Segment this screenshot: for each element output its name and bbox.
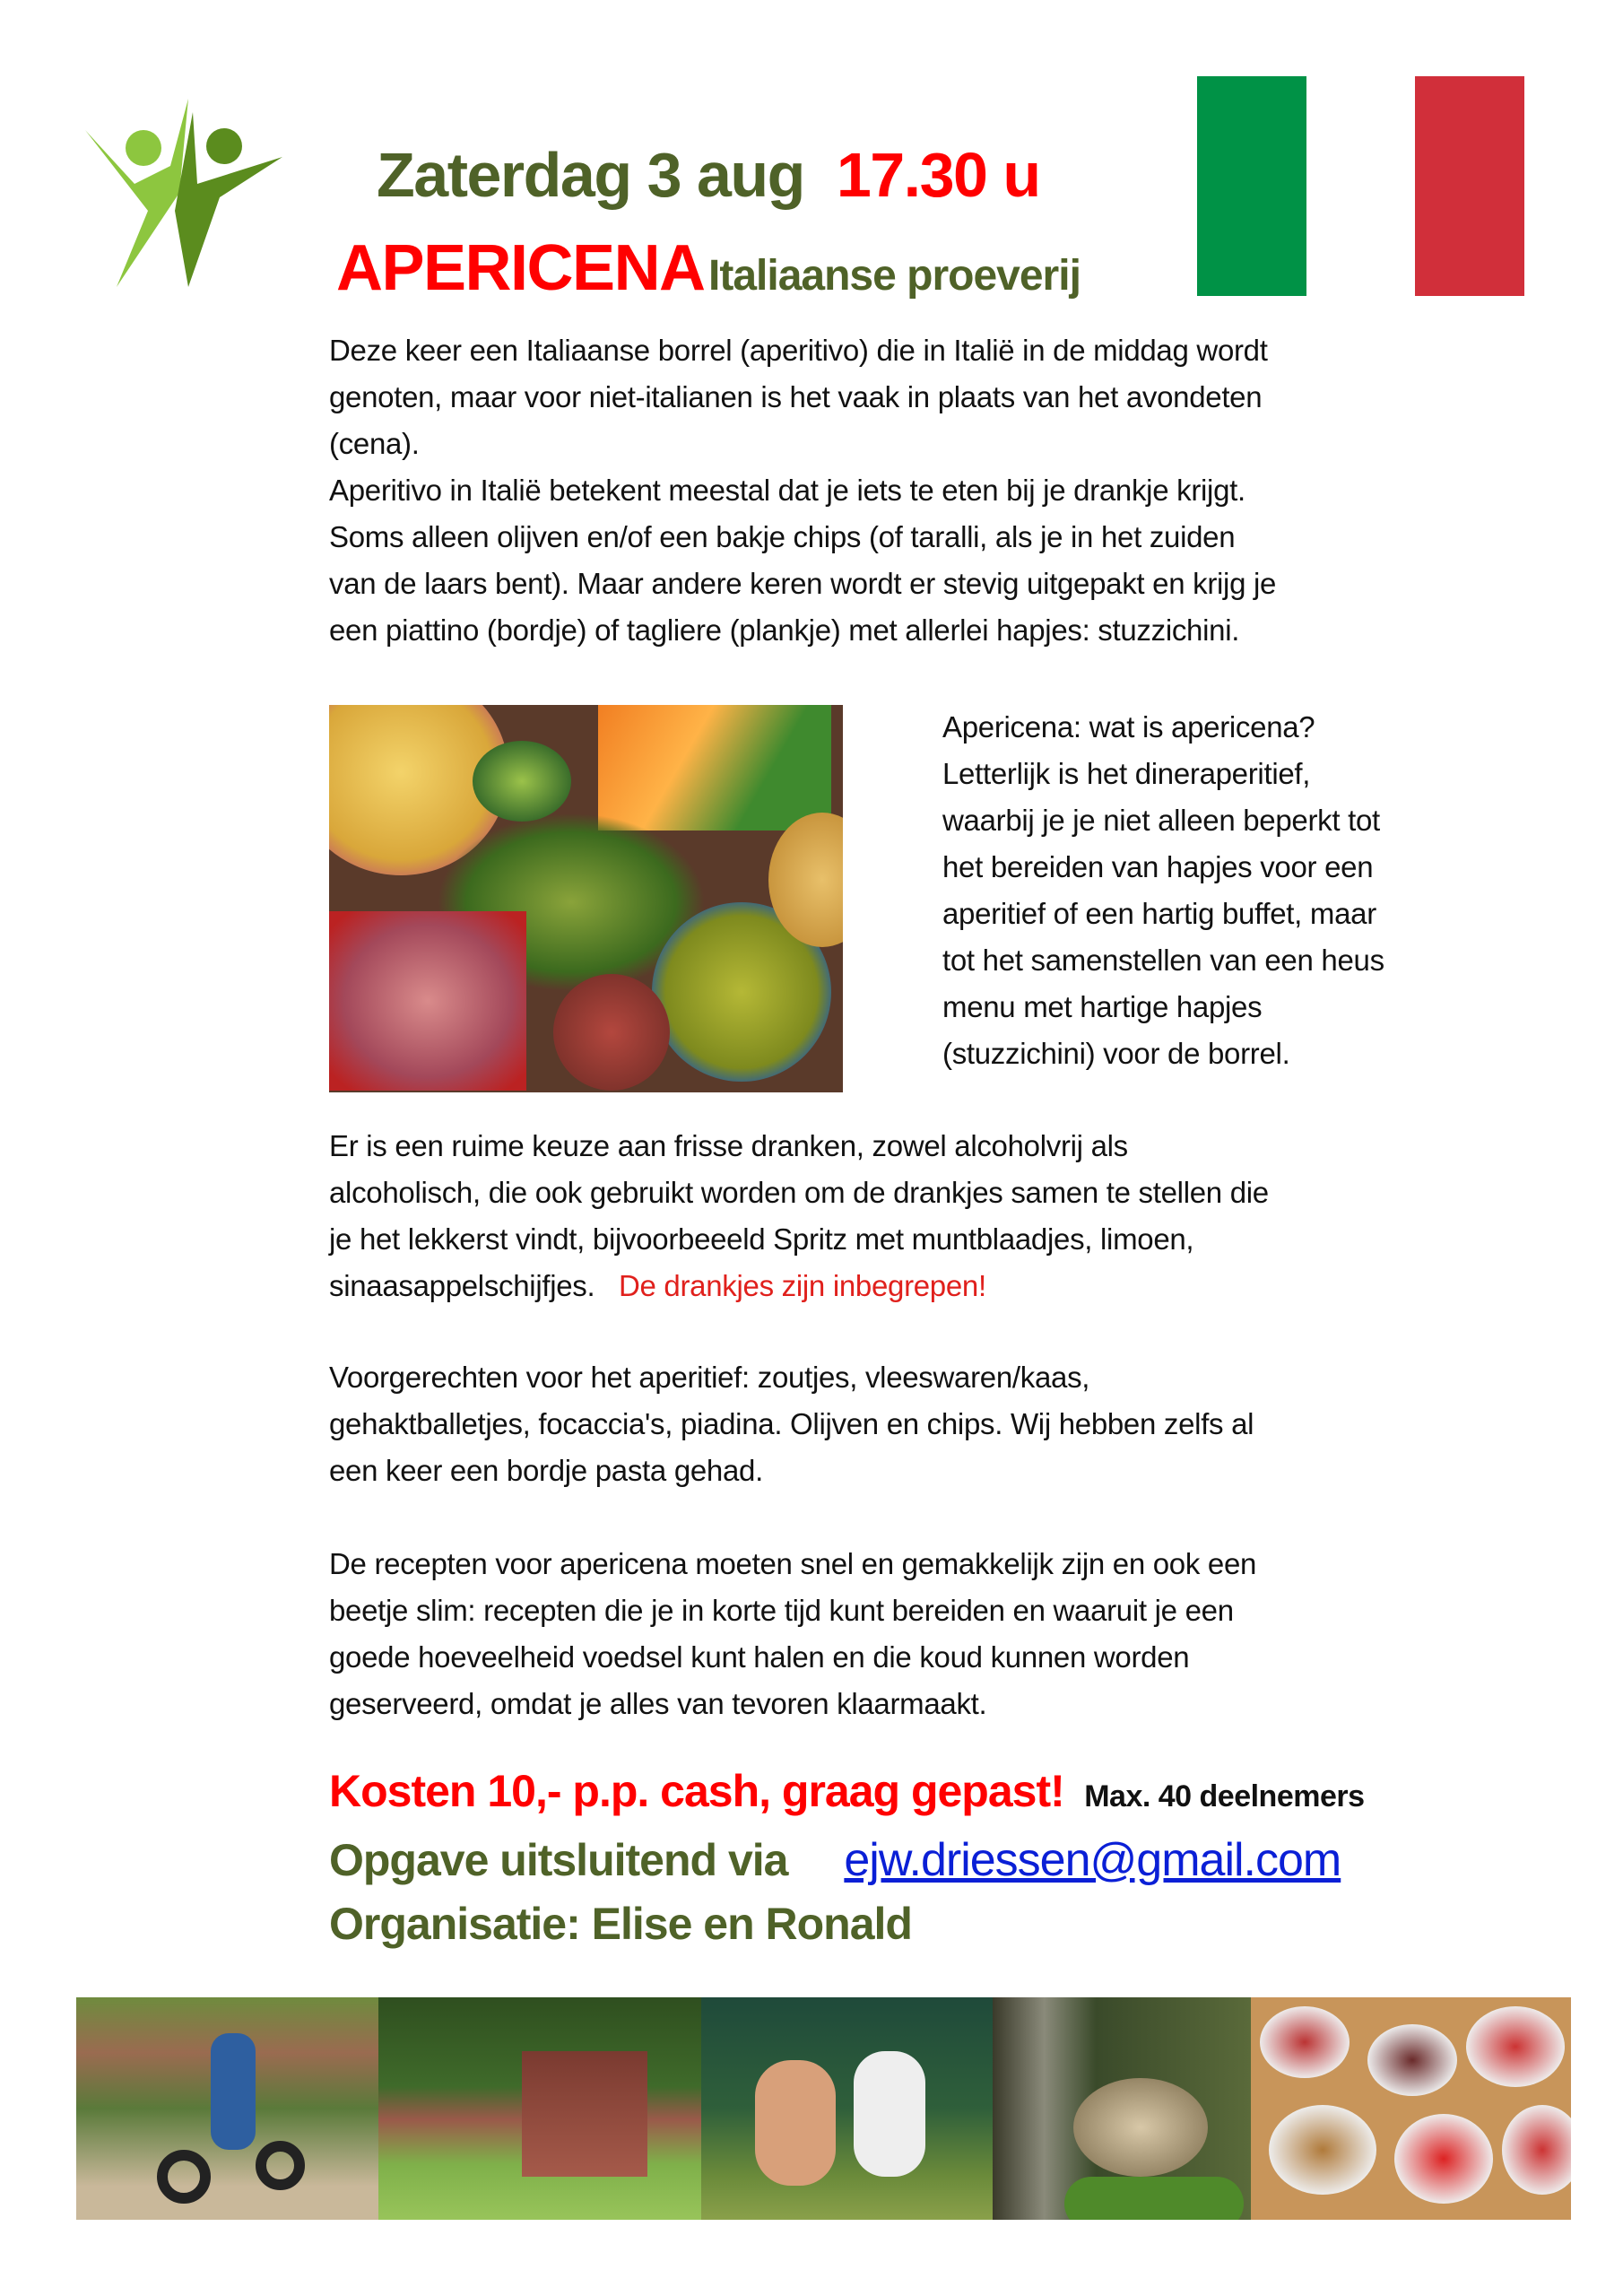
drinks-paragraph [329, 1123, 1269, 1309]
text-line: De recepten voor apericena moeten snel en gemakkelijk zijn en ook een [329, 1547, 1257, 1580]
text-line: een keer een bordje pasta gehad. [329, 1454, 763, 1487]
text-line: (stuzzichini) voor de borrel. [942, 1037, 1290, 1070]
cost-text: Kosten 10,- p.p. cash, graag gepast! [329, 1766, 1064, 1816]
organisation-text: Organisatie: Elise en Ronald [329, 1899, 912, 1949]
cost-line [329, 1765, 1365, 1817]
text-line: genoten, maar voor niet-italianen is het vaak in plaats van het avondeten [329, 380, 1263, 413]
recipes-paragraph [329, 1541, 1256, 1727]
logo-icon [81, 94, 287, 291]
text-line: Apericena: wat is apericena? [942, 710, 1315, 744]
text-line: tot het samenstellen van een heus [942, 944, 1384, 977]
italian-flag [1197, 76, 1524, 296]
event-title: APERICENA [336, 232, 705, 304]
event-time: 17.30 u [836, 140, 1040, 210]
event-date-line [377, 139, 1040, 211]
photo-houses [378, 1997, 701, 2220]
signup-line [329, 1833, 1341, 1887]
text-line: (cena). [329, 427, 420, 460]
text-line: Letterlijk is het dineraperitief, [942, 757, 1311, 790]
intro-paragraph [329, 327, 1276, 654]
apericena-explanation [942, 704, 1384, 1077]
text-line: Er is een ruime keuze aan frisse dranken, zowel alcoholvrij als [329, 1129, 1128, 1162]
text-line: waarbij je je niet alleen beperkt tot [942, 804, 1380, 837]
text-line: van de laars bent). Maar andere keren wordt er stevig uitgepakt en krijg je [329, 567, 1277, 600]
text-line: alcoholisch, die ook gebruikt worden om de drankjes samen te stellen die [329, 1176, 1269, 1209]
text-line: goede hoeveelheid voedsel kunt halen en die koud kunnen worden [329, 1640, 1190, 1674]
photo-bird-nest [993, 1997, 1251, 2220]
text-line: geserveerd, omdat je alles van tevoren klaarmaakt. [329, 1687, 987, 1720]
photo-couple [701, 1997, 993, 2220]
text-line: beetje slim: recepten die je in korte tijd kunt bereiden en waaruit je een [329, 1594, 1234, 1627]
event-date: Zaterdag 3 aug [377, 140, 804, 210]
event-subtitle: Italiaanse proeverij [708, 252, 1081, 300]
starters-paragraph [329, 1354, 1254, 1494]
text-line: je het lekkerst vindt, bijvoorbeeeld Spritz met muntblaadjes, limoen, [329, 1222, 1194, 1256]
antipasti-photo [329, 705, 843, 1092]
text-line: menu met hartige hapjes [942, 990, 1263, 1023]
max-participants: Max. 40 deelnemers [1084, 1779, 1365, 1813]
photo-buffet [1251, 1997, 1571, 2220]
text-line: gehaktballetjes, focaccia's, piadina. Olijven en chips. Wij hebben zelfs al [329, 1407, 1254, 1440]
text-line: een piattino (bordje) of tagliere (plankje) met allerlei hapjes: stuzzichini. [329, 613, 1240, 647]
event-title-line [336, 231, 1081, 305]
photo-go-kart [76, 1997, 378, 2220]
text-line: Soms alleen olijven en/of een bakje chips (of taralli, als je in het zuiden [329, 520, 1236, 553]
text-line: Aperitivo in Italië betekent meestal dat je iets te eten bij je drankje krijgt. [329, 474, 1245, 507]
drinks-included-note: De drankjes zijn inbegrepen! [618, 1269, 986, 1302]
text-line: sinaasappelschijfjes. [329, 1269, 595, 1302]
text-line: aperitief of een hartig buffet, maar [942, 897, 1376, 930]
text-line: Deze keer een Italiaanse borrel (aperitivo) die in Italië in de middag wordt [329, 334, 1268, 367]
signup-text: Opgave uitsluitend via [329, 1835, 788, 1885]
email-link[interactable]: ejw.driessen@gmail.com [844, 1834, 1341, 1886]
text-line: het bereiden van hapjes voor een [942, 850, 1374, 883]
text-line: Voorgerechten voor het aperitief: zoutjes, vleeswaren/kaas, [329, 1361, 1090, 1394]
